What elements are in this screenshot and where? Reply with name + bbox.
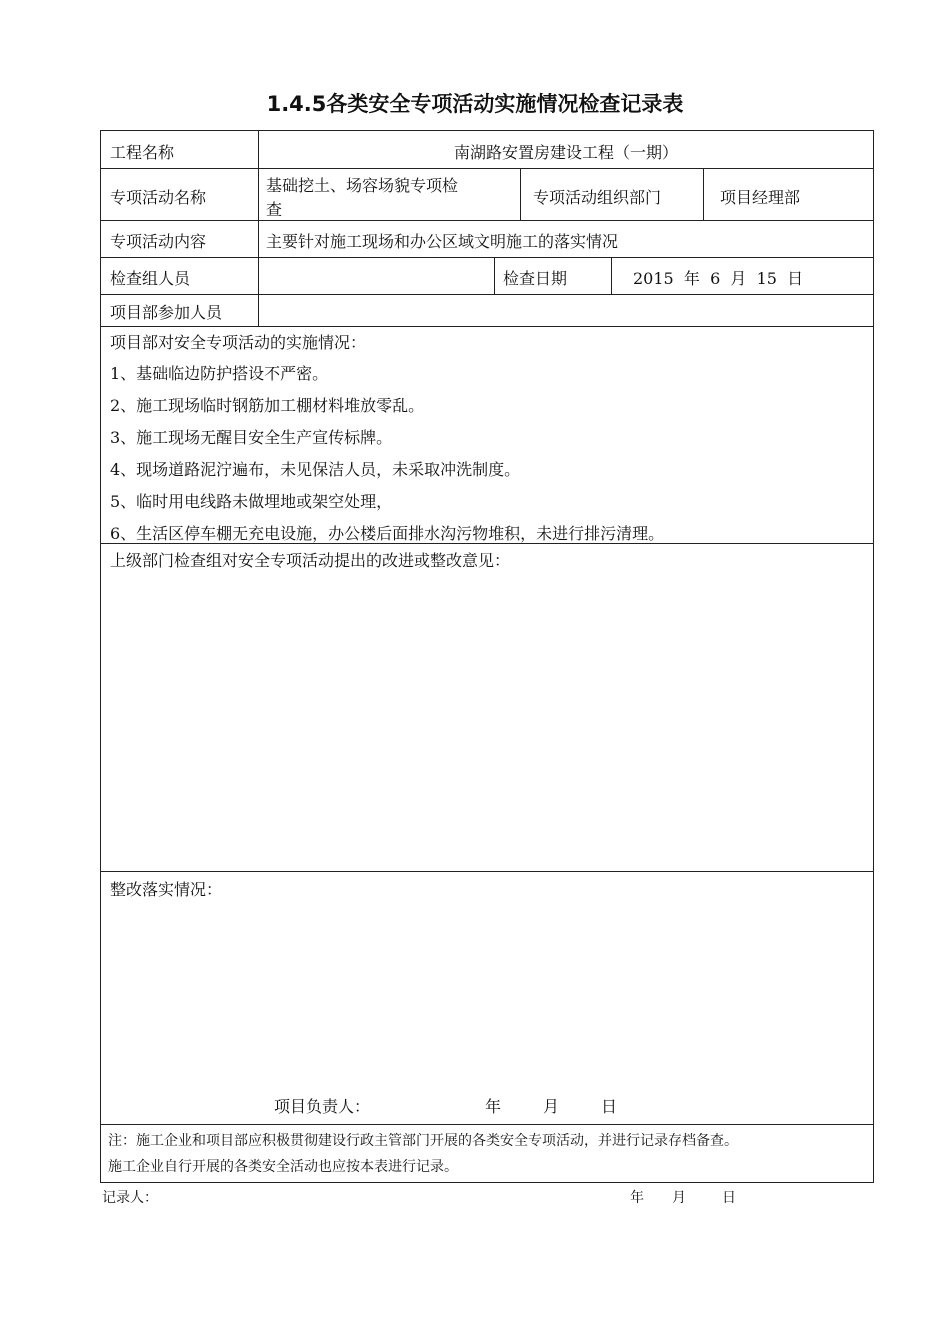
project-name-label: 工程名称 (110, 143, 175, 162)
note-line-2: 施工企业自行开展的各类安全活动也应按本表进行记录。 (108, 1159, 458, 1175)
rectification-day: 日 (601, 1097, 618, 1116)
org-dept-label: 专项活动组织部门 (533, 188, 662, 207)
activity-name-label: 专项活动名称 (110, 188, 207, 207)
rectification-heading: 整改落实情况： (110, 880, 223, 899)
note-line-1: 注：施工企业和项目部应积极贯彻建设行政主管部门开展的各类安全专项活动，并进行记录存档备查。 (108, 1133, 738, 1149)
footer-month: 月 (672, 1190, 686, 1206)
implementation-item: 3、施工现场无醒目安全生产宣传标牌。 (110, 428, 393, 447)
signer-label: 项目负责人： (274, 1097, 371, 1116)
project-name-value: 南湖路安置房建设工程（一期） (453, 143, 678, 162)
content-label: 专项活动内容 (110, 232, 207, 251)
page-title: 1.4.5各类安全专项活动实施情况检查记录表 (266, 92, 684, 116)
opinion-heading: 上级部门检查组对安全专项活动提出的改进或整改意见： (110, 551, 511, 570)
inspect-date-label: 检查日期 (503, 269, 568, 288)
footer-year: 年 (630, 1190, 644, 1206)
participants-label: 项目部参加人员 (110, 303, 223, 322)
implementation-heading: 项目部对安全专项活动的实施情况： (110, 333, 367, 352)
rectification-year: 年 (485, 1097, 502, 1116)
org-dept-value: 项目经理部 (720, 188, 801, 207)
inspectors-label: 检查组人员 (110, 269, 191, 288)
implementation-item: 2、施工现场临时钢筋加工棚材料堆放零乱。 (110, 396, 425, 415)
implementation-item: 1、基础临边防护搭设不严密。 (110, 364, 329, 383)
inspect-date-value: 2015 年 6 月 15 日 (633, 269, 804, 288)
rectification-month: 月 (543, 1097, 560, 1116)
implementation-item: 6、生活区停车棚无充电设施，办公楼后面排水沟污物堆积，未进行排污清理。 (110, 524, 665, 543)
activity-name-value-line2: 查 (266, 200, 283, 219)
recorder-label: 记录人： (102, 1190, 158, 1206)
footer-day: 日 (722, 1190, 736, 1206)
implementation-item: 5、临时用电线路未做埋地或架空处理， (110, 492, 393, 511)
activity-name-value-line1: 基础挖土、场容场貌专项检 (266, 176, 459, 195)
implementation-item: 4、现场道路泥泞遍布，未见保洁人员，未采取冲洗制度。 (110, 460, 521, 479)
content-value: 主要针对施工现场和办公区域文明施工的落实情况 (266, 232, 619, 251)
